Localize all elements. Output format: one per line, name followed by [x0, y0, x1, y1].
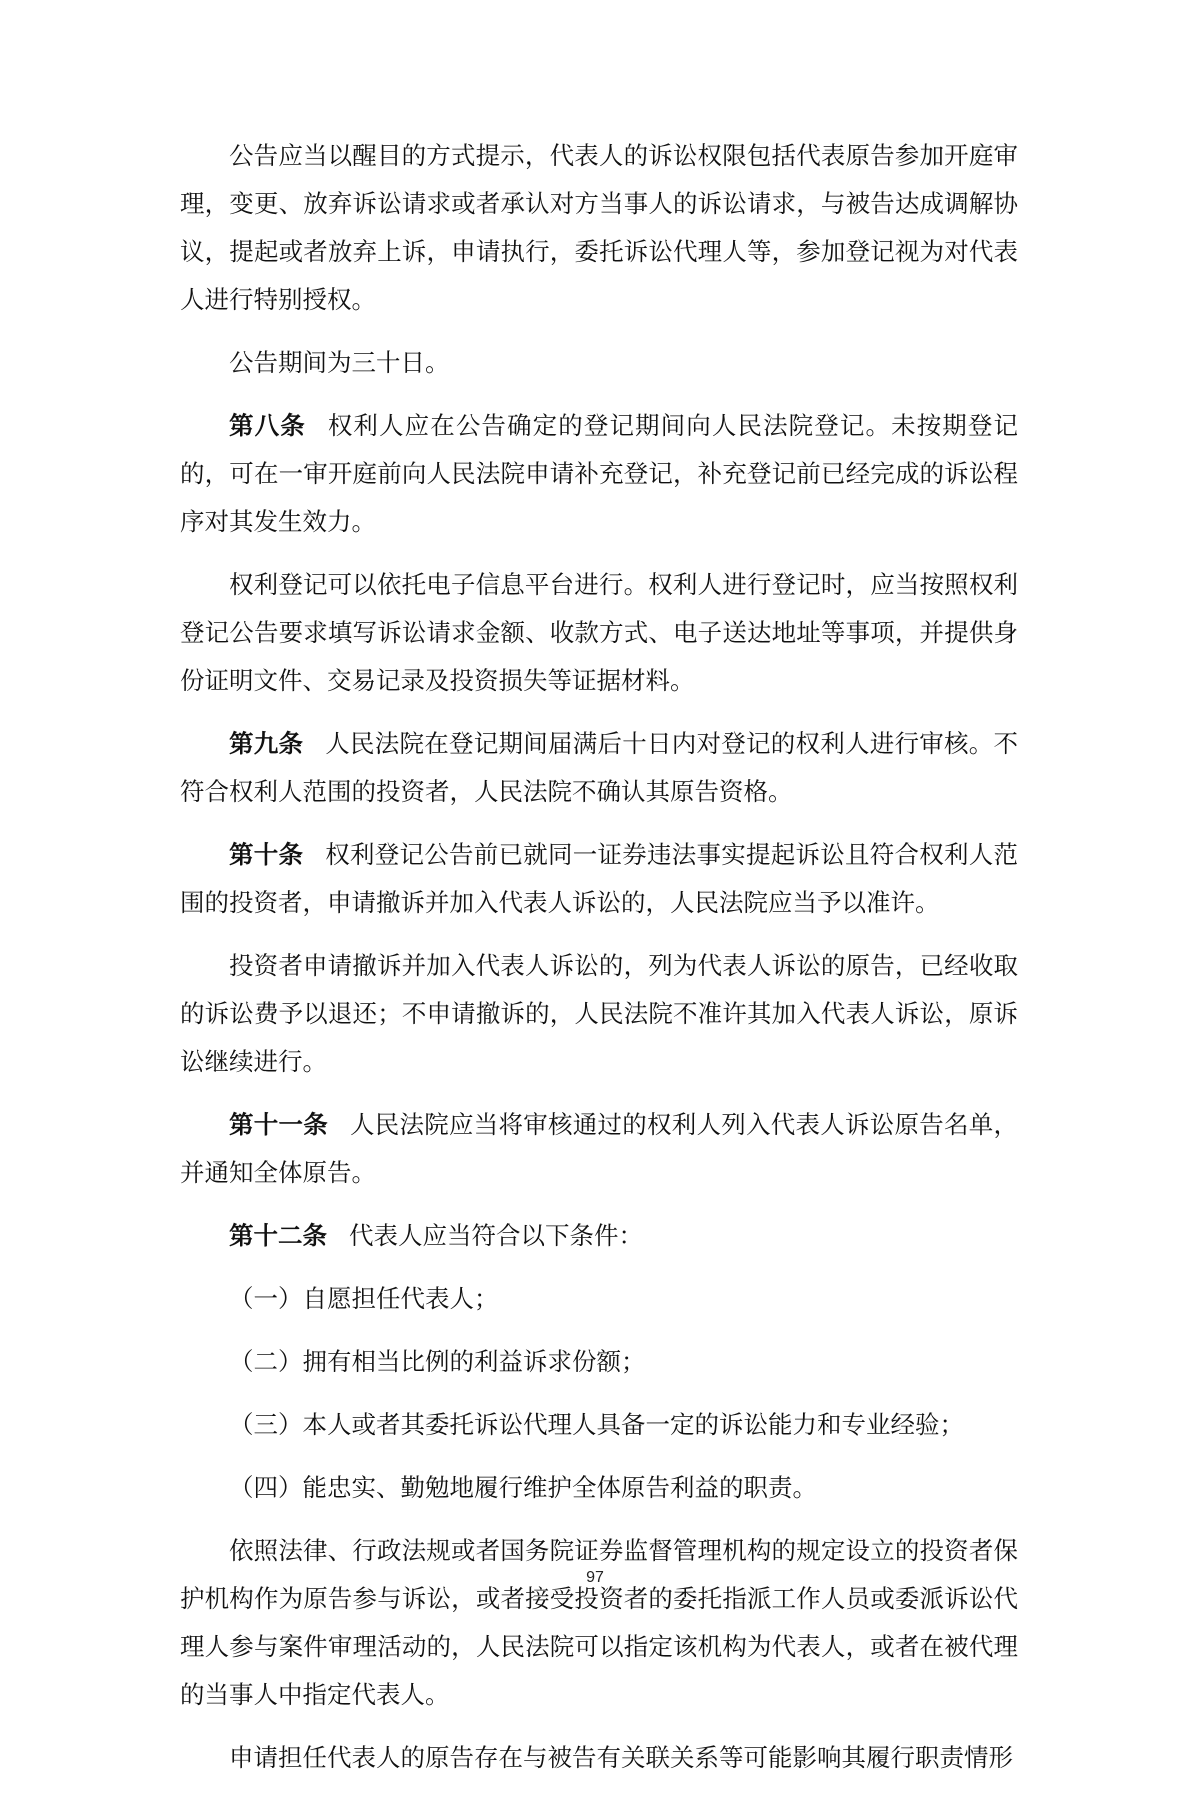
list-item	[180, 1338, 1018, 1386]
paragraph-text: 公告应当以醒目的方式提示，代表人的诉讼权限包括代表原告参加开庭审理，变更、放弃诉讼请求或者承认对方当事人的诉讼请求，与被告达成调解协议，提起或者放弃上诉，申请执行，委托诉讼代理人等，参加登记视为对代表人进行特别授权。	[180, 141, 1018, 314]
paragraph-text: （三）本人或者其委托诉讼代理人具备一定的诉讼能力和专业经验；	[229, 1410, 964, 1439]
paragraph	[180, 1527, 1018, 1719]
paragraph-text: （一）自愿担任代表人；	[229, 1284, 499, 1313]
paragraph-text: 公告期间为三十日。	[229, 348, 450, 377]
paragraph-text: 人民法院在登记期间届满后十日内对登记的权利人进行审核。不符合权利人范围的投资者，人民法院不确认其原告资格。	[180, 729, 1018, 806]
paragraph-text: 依照法律、行政法规或者国务院证券监督管理机构的规定设立的投资者保护机构作为原告参与诉讼，或者接受投资者的委托指派工作人员或委派诉讼代理人参与案件审理活动的，人民法院可以指定该机构为代表人，或者在被代理的当事人中指定代表人。	[180, 1536, 1018, 1709]
article-paragraph	[180, 402, 1018, 546]
paragraph-text: 权利登记公告前已就同一证券违法事实提起诉讼且符合权利人范围的投资者，申请撤诉并加入代表人诉讼的，人民法院应当予以准许。	[180, 840, 1018, 917]
paragraph-text: （四）能忠实、勤勉地履行维护全体原告利益的职责。	[229, 1473, 817, 1502]
article-heading: 第八条	[229, 411, 306, 440]
article-paragraph	[180, 1212, 1018, 1260]
paragraph	[180, 561, 1018, 705]
paragraph-text: 权利登记可以依托电子信息平台进行。权利人进行登记时，应当按照权利登记公告要求填写诉讼请求金额、收款方式、电子送达地址等事项，并提供身份证明文件、交易记录及投资损失等证据材料。	[180, 570, 1018, 695]
page-number: 97	[586, 1569, 604, 1586]
paragraph-text: （二）拥有相当比例的利益诉求份额；	[229, 1347, 646, 1376]
paragraph-text: 代表人应当符合以下条件：	[349, 1221, 643, 1250]
list-item	[180, 1464, 1018, 1512]
article-heading: 第十一条	[229, 1110, 328, 1139]
paragraph-text: 申请担任代表人的原告存在与被告有关联关系等可能影响其履行职责情形	[229, 1743, 1013, 1772]
paragraph	[180, 339, 1018, 387]
paragraph-text: 权利人应在公告确定的登记期间向人民法院登记。未按期登记的，可在一审开庭前向人民法院申请补充登记，补充登记前已经完成的诉讼程序对其发生效力。	[180, 411, 1018, 536]
paragraph-text: 投资者申请撤诉并加入代表人诉讼的，列为代表人诉讼的原告，已经收取的诉讼费予以退还；不申请撤诉的，人民法院不准许其加入代表人诉讼，原诉讼继续进行。	[180, 951, 1018, 1076]
list-item	[180, 1401, 1018, 1449]
article-heading: 第九条	[229, 729, 304, 758]
document-body	[180, 132, 1018, 1797]
article-heading: 第十条	[229, 840, 304, 869]
paragraph	[180, 942, 1018, 1086]
paragraph	[180, 1734, 1018, 1782]
article-paragraph	[180, 831, 1018, 927]
list-item	[180, 1275, 1018, 1323]
article-paragraph	[180, 1101, 1018, 1197]
paragraph-text: 人民法院应当将审核通过的权利人列入代表人诉讼原告名单，并通知全体原告。	[180, 1110, 1018, 1187]
article-paragraph	[180, 720, 1018, 816]
paragraph	[180, 132, 1018, 324]
article-heading: 第十二条	[229, 1221, 327, 1250]
